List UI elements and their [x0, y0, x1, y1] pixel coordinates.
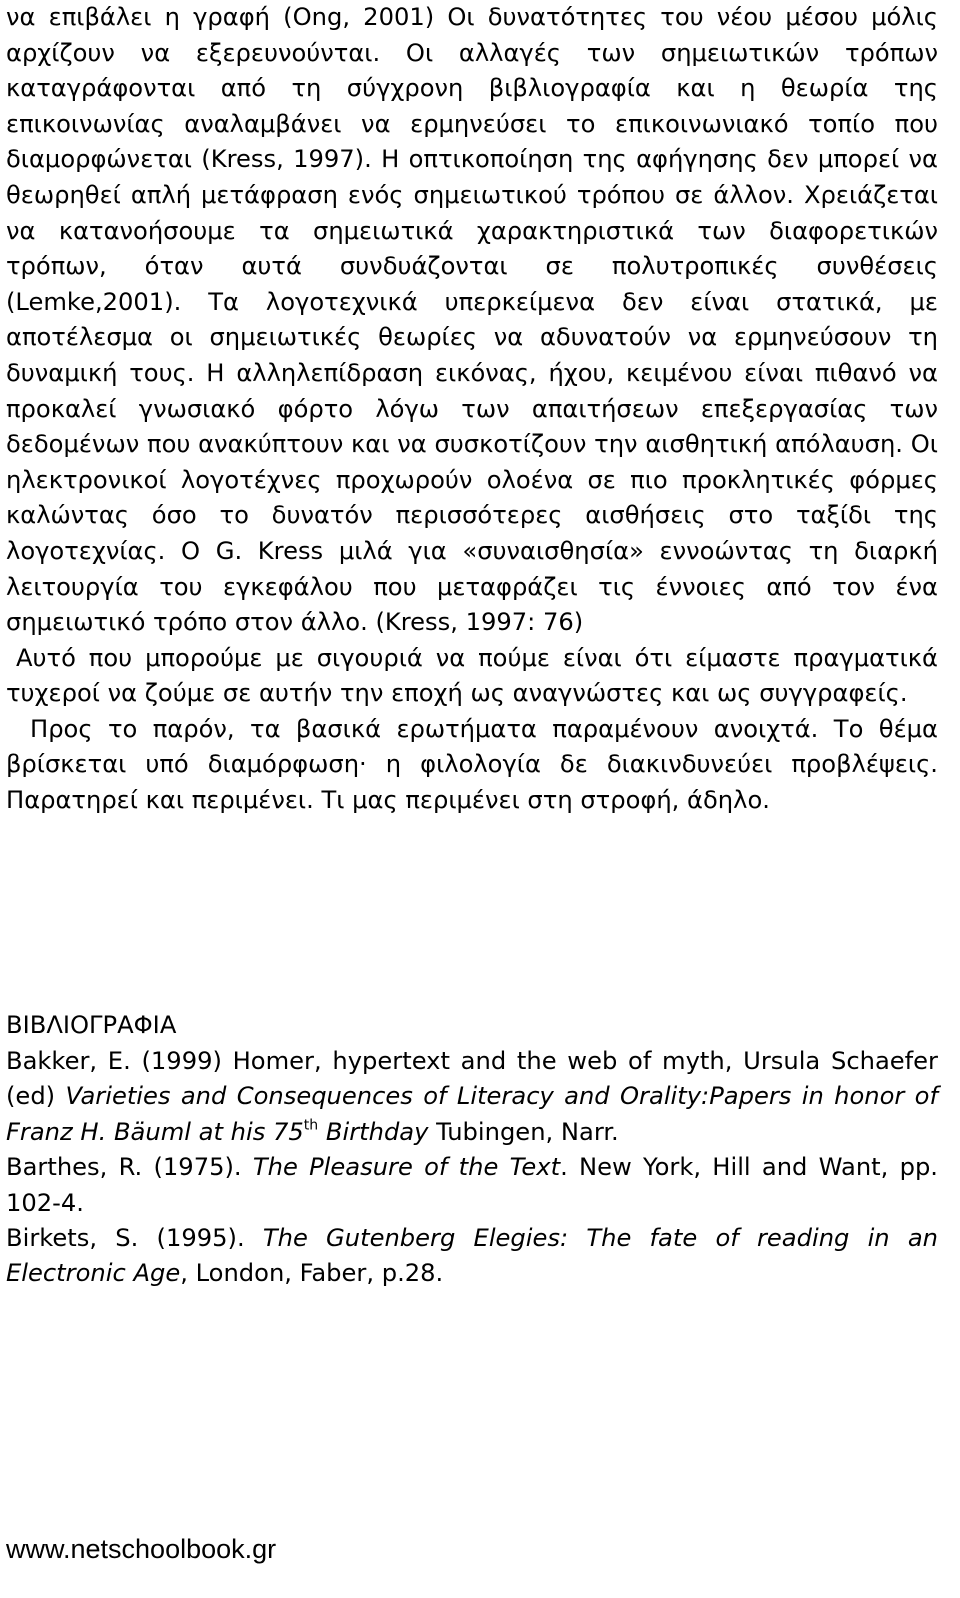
paragraph: Προς το παρόν, τα βασικά ερωτήματα παραμένουν ανοιχτά. Το θέμα βρίσκεται υπό διαμόρφωση· η φιλολογία δε διακινδυνεύει προβλέψεις. Παρατηρεί και περιμένει. Τι μας περιμένει στη στροφή, άδηλο.: [6, 714, 938, 815]
entry-title: Varieties and Consequences of Literacy and Orality:Papers in honor of Franz H. Bäuml at his 75: [6, 1082, 938, 1146]
entry-publisher-part: Tubingen, Narr.: [428, 1117, 619, 1146]
paragraph: Αυτό που μπορούμε με σιγουριά να πούμε είναι ότι είμαστε πραγματικά τυχεροί να ζούμε σε αυτήν την εποχή ως αναγνώστες και ως συγγραφείς.: [6, 643, 938, 708]
paragraph: να επιβάλει η γραφή (Ong, 2001) Οι δυνατότητες του νέου μέσου μόλις αρχίζουν να εξερευνούνται. Οι αλλαγές των σημειωτικών τρόπων καταγράφονται από τη σύγχρονη βιβλιογραφία και η θεωρία της επικοινωνίας αναλαμβάνει να ερμηνεύσει το επικοινωνιακό τοπίο που διαμορφώνεται (Kress, 1997). Η οπτικοποίηση της αφήγησης δεν μπορεί να θεωρηθεί απλή μετάφραση ενός σημειωτικού τρόπου σε άλλον. Χρειάζεται να κατανοήσουμε τα σημειωτικά χαρακτηριστικά των διαφορετικών τρόπων, όταν αυτά συνδυάζονται σε πολυτροπικές συνθέσεις (Lemke,2001). Τα λογοτεχνικά υπερκείμενα δεν είναι στατικά, με αποτέλεσμα οι σημειωτικές θεωρίες να αδυνατούν να ερμηνεύσουν τη δυναμική τους. Η αλληλεπίδραση εικόνας, ήχου, κειμένου είναι πιθανό να προκαλεί γνωσιακό φόρτο λόγω των απαιτήσεων επεξεργασίας των δεδομένων που ανακύπτουν και να συσκοτίζουν την αισθητική απόλαυση. Οι ηλεκτρονικοί λογοτέχνες προχωρούν ολοένα σε πιο προκλητικές φόρμες καλώντας όσο το δυνατόν περισσότερες αισθήσεις στο ταξίδι της λογοτεχνίας. Ο G. Kress μιλά για «συναισθησία» εννοώντας τη διαρκή λειτουργία του εγκεφάλου που μεταφράζει τις έννοιες από τον ένα σημειωτικό τρόπο στον άλλο. (Kress, 1997: 76): [6, 3, 938, 637]
bibliography-list: [6, 1044, 938, 1292]
entry-superscript: th: [303, 1117, 319, 1134]
bibliography-entry: [6, 1150, 938, 1221]
entry-author-part: Bakker, E. (1999) Homer, hypertext and the web of myth, Ursula Schaefer (ed): [6, 1047, 938, 1111]
entry-publisher-part: . New York, Hill and Want, pp. 102-4.: [6, 1153, 938, 1217]
body-text: [6, 0, 938, 819]
entry-title: The Pleasure of the Text: [252, 1153, 561, 1182]
entry-title-continued: Birthday: [318, 1117, 429, 1146]
entry-author-part: Birkets, S. (1995).: [6, 1224, 263, 1253]
entry-publisher-part: , London, Faber, p.28.: [180, 1259, 444, 1288]
entry-title: The Gutenberg Elegies: The fate of reading in an Electronic Age: [6, 1224, 938, 1288]
footer-website: www.netschoolbook.gr: [6, 1534, 277, 1564]
bibliography-entry: [6, 1044, 938, 1150]
entry-author-part: Barthes, R. (1975).: [6, 1153, 253, 1182]
bibliography-entry: [6, 1221, 938, 1292]
bibliography-heading: ΒΙΒΛΙΟΓΡΑΦΙΑ: [6, 1011, 177, 1039]
